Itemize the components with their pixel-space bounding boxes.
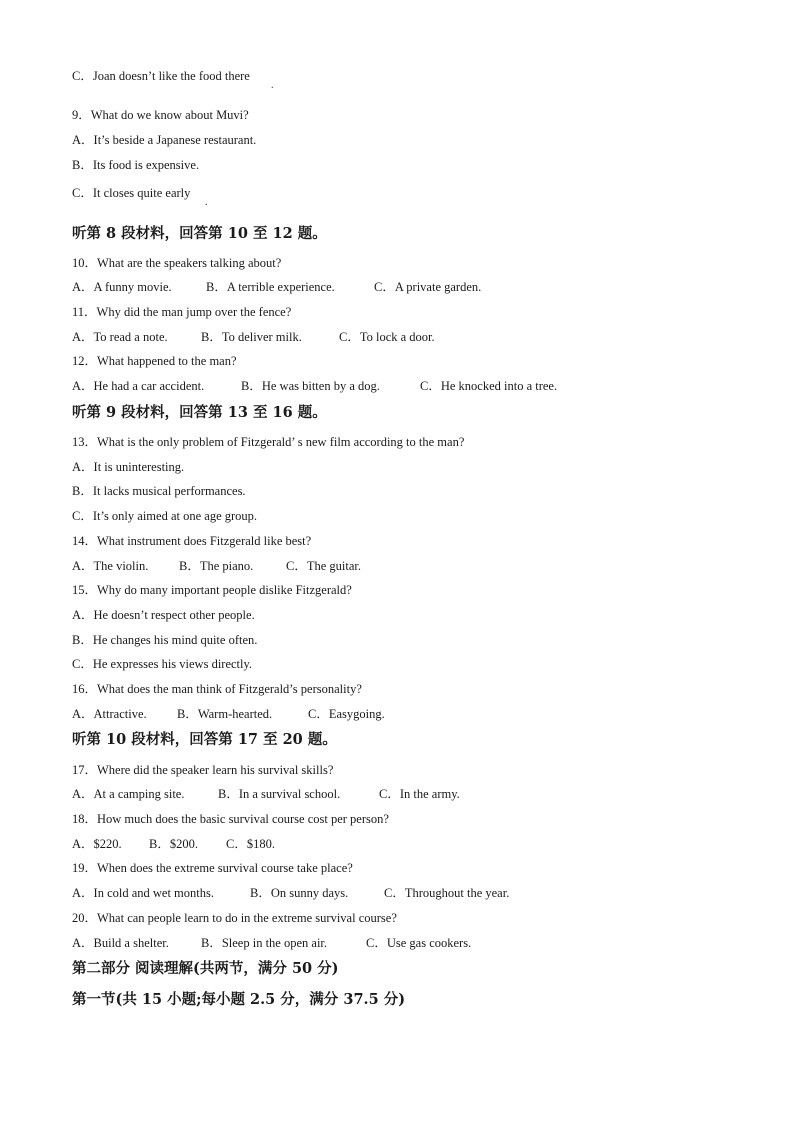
option-18b: B．$200.	[149, 837, 198, 851]
options-17	[72, 786, 460, 802]
options-14	[72, 558, 361, 574]
options-19	[72, 885, 509, 901]
option-10a: A．A funny movie.	[72, 280, 172, 294]
question-10: 10．What are the speakers talking about?	[72, 256, 282, 270]
option-11b: B．To deliver milk.	[201, 330, 302, 344]
option-12c: C．He knocked into a tree.	[420, 379, 558, 393]
options-18	[72, 836, 275, 852]
option-9b: B．Its food is expensive.	[72, 158, 200, 172]
option-17a: A．At a camping site.	[72, 787, 185, 801]
option-15b: B．He changes his mind quite often.	[72, 633, 258, 647]
option-8c: C．Joan doesn’t like the food there	[72, 69, 250, 83]
scan-mark: .	[205, 197, 208, 208]
options-11	[72, 329, 435, 345]
option-20b: B．Sleep in the open air.	[201, 936, 328, 950]
option-13b: B．It lacks musical performances.	[72, 484, 246, 498]
question-9: 9．What do we know about Muvi?	[72, 108, 249, 122]
option-16a: A．Attractive.	[72, 707, 147, 721]
option-18a: A．$220.	[72, 837, 122, 851]
question-12: 12．What happened to the man?	[72, 354, 237, 368]
options-20	[72, 935, 471, 951]
option-12b: B．He was bitten by a dog.	[241, 379, 380, 393]
question-16: 16．What does the man think of Fitzgerald’s personality?	[72, 682, 362, 696]
option-10c: C．A private garden.	[374, 280, 482, 294]
option-19a: A．In cold and wet months.	[72, 886, 214, 900]
option-11a: A．To read a note.	[72, 330, 168, 344]
question-14: 14．What instrument does Fitzgerald like best?	[72, 534, 312, 548]
part-two-heading: 第二部分 阅读理解(共两节，满分 50 分)	[72, 960, 339, 977]
question-13: 13．What is the only problem of Fitzgerald’ s new film according to the man?	[72, 435, 465, 449]
question-18: 18．How much does the basic survival course cost per person?	[72, 812, 389, 826]
option-10b: B．A terrible experience.	[206, 280, 335, 294]
option-14c: C．The guitar.	[286, 559, 361, 573]
option-19b: B．On sunny days.	[250, 886, 349, 900]
option-19c: C．Throughout the year.	[384, 886, 510, 900]
option-18c: C．$180.	[226, 837, 275, 851]
option-15c: C．He expresses his views directly.	[72, 657, 253, 671]
section-one-heading: 第一节(共 15 小题;每小题 2.5 分，满分 37.5 分)	[72, 991, 406, 1008]
question-15: 15．Why do many important people dislike Fitzgerald?	[72, 583, 352, 597]
question-11: 11．Why did the man jump over the fence?	[72, 305, 292, 319]
option-20a: A．Build a shelter.	[72, 936, 169, 950]
option-20c: C．Use gas cookers.	[366, 936, 472, 950]
options-10	[72, 279, 481, 295]
question-20: 20．What can people learn to do in the extreme survival course?	[72, 911, 397, 925]
question-19: 19．When does the extreme survival course take place?	[72, 861, 353, 875]
section-heading-8: 听第 8 段材料，回答第 10 至 12 题。	[72, 225, 327, 242]
option-17c: C．In the army.	[379, 787, 460, 801]
option-14a: A．The violin.	[72, 559, 149, 573]
options-16	[72, 706, 385, 722]
option-16b: B．Warm-hearted.	[177, 707, 273, 721]
scan-mark: .	[271, 80, 274, 91]
option-12a: A．He had a car accident.	[72, 379, 205, 393]
option-9c: C．It closes quite early	[72, 186, 191, 200]
option-13c: C．It’s only aimed at one age group.	[72, 509, 258, 523]
section-heading-10: 听第 10 段材料，回答第 17 至 20 题。	[72, 731, 337, 748]
option-13a: A．It is uninteresting.	[72, 460, 185, 474]
option-15a: A．He doesn’t respect other people.	[72, 608, 255, 622]
option-11c: C．To lock a door.	[339, 330, 435, 344]
option-9a: A．It’s beside a Japanese restaurant.	[72, 133, 257, 147]
options-12	[72, 378, 557, 394]
option-17b: B．In a survival school.	[218, 787, 341, 801]
option-14b: B．The piano.	[179, 559, 254, 573]
section-heading-9: 听第 9 段材料，回答第 13 至 16 题。	[72, 404, 327, 421]
question-17: 17．Where did the speaker learn his survival skills?	[72, 763, 334, 777]
option-16c: C．Easygoing.	[308, 707, 385, 721]
